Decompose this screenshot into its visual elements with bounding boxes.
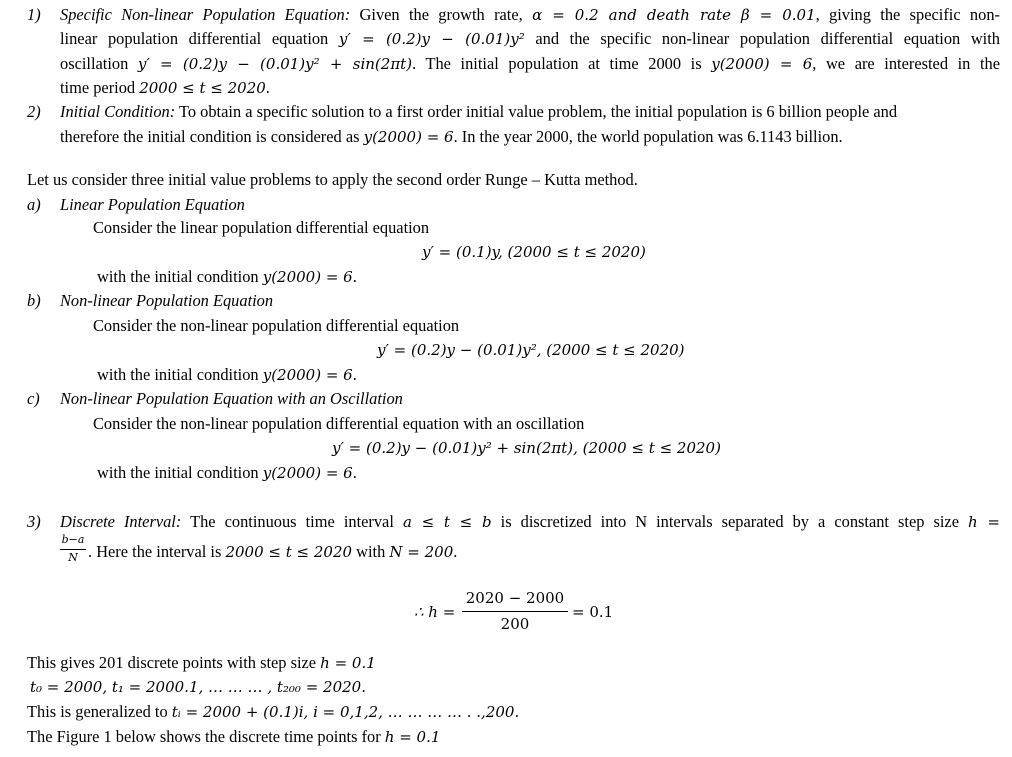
h-equation-fraction-bar <box>462 611 568 612</box>
item-1-text: time period <box>60 78 140 97</box>
item-3-text: The continuous time interval <box>181 512 403 531</box>
closing-text: This is generalized to <box>27 702 172 721</box>
item-2-text: To obtain a specific solution to a first order initial value problem, the initial population is 6 billion people and <box>175 102 898 121</box>
intro-paragraph: Let us consider three initial value problems to apply the second order Runge – Kutta method. <box>27 170 638 189</box>
item-1-text: , we are interested in the <box>812 54 1001 73</box>
h-equation-numerator: 2020 − 2000 <box>465 589 565 607</box>
problem-b-description: Consider the non-linear population differential equation <box>93 316 460 335</box>
step-size-value: h = 0.1 <box>384 728 441 746</box>
problem-c-equation: y′ = (0.2)y − (0.01)y² + sin(2πt), (2000 ≤ t ≤ 2020) <box>332 439 721 457</box>
condition-text: . <box>352 365 357 384</box>
initial-condition: y(2000) = 6 <box>711 55 813 73</box>
condition-math: y(2000) = 6 <box>262 366 353 384</box>
item-1-text: Given the growth rate, <box>350 5 533 24</box>
item-3-text: is discretized into N intervals separated by a constant step size <box>491 512 969 531</box>
condition-math: y(2000) = 6 <box>262 464 353 482</box>
item-1-number: 1) <box>27 5 41 24</box>
problem-b-title: Non-linear Population Equation <box>60 291 274 310</box>
item-1-line-1 <box>60 5 1000 25</box>
closing-line-4 <box>27 727 440 747</box>
initial-condition: y(2000) = 6 <box>363 128 454 146</box>
growth-death-rates: α = 0.2 and death rate β = 0.01 <box>532 6 816 24</box>
nonlinear-equation: y′ = (0.2)y − (0.01)y² <box>338 30 525 48</box>
item-2-title: Initial Condition: <box>60 102 176 121</box>
problem-b-condition <box>97 365 357 385</box>
interval-range: 2000 ≤ t ≤ 2020 <box>225 543 353 561</box>
item-3-title: Discrete Interval: <box>60 512 182 531</box>
condition-text: with the initial condition <box>97 267 263 286</box>
n-value: N = 200 <box>389 543 454 561</box>
problem-a-title: Linear Population Equation <box>60 195 245 214</box>
item-1-text: oscillation <box>60 54 138 73</box>
problem-c-title: Non-linear Population Equation with an Oscillation <box>60 389 403 408</box>
problem-b-equation: y′ = (0.2)y − (0.01)y², (2000 ≤ t ≤ 2020) <box>377 341 685 359</box>
item-1-line-4 <box>60 78 270 98</box>
h-equation-denominator: 200 <box>500 615 530 633</box>
problem-c-letter: c) <box>27 389 40 408</box>
problem-a-letter: a) <box>27 195 41 214</box>
h-equation-rhs: = 0.1 <box>572 603 614 621</box>
item-1-line-3 <box>60 54 1000 74</box>
item-1-text: . The initial population at time 2000 is <box>412 54 712 73</box>
condition-text: . <box>352 463 357 482</box>
item-1-text: . <box>265 78 270 97</box>
item-2-number: 2) <box>27 102 41 121</box>
problem-b-letter: b) <box>27 291 41 310</box>
time-period: 2000 ≤ t ≤ 2020 <box>139 79 266 97</box>
closing-text: This gives 201 discrete points with step size <box>27 653 321 672</box>
problem-a-equation: y′ = (0.1)y, (2000 ≤ t ≤ 2020) <box>422 243 646 261</box>
general-time-formula: tᵢ = 2000 + (0.1)i, i = 0,1,2, … … … … . .,200. <box>171 703 520 721</box>
item-2-text: . In the year 2000, the world population was 6.1143 billion. <box>453 127 843 146</box>
problem-a-description: Consider the linear population differential equation <box>93 218 430 237</box>
condition-text: . <box>352 267 357 286</box>
item-2-text: therefore the initial condition is considered as <box>60 127 364 146</box>
closing-line-1 <box>27 653 376 673</box>
interval-inequality: a ≤ t ≤ b <box>402 513 492 531</box>
item-2-line-2 <box>60 127 843 147</box>
item-3-line-2 <box>88 542 457 562</box>
item-1-text: linear population differential equation <box>60 29 339 48</box>
h-equation-lhs: ∴ h = <box>414 603 456 621</box>
item-3-line-1 <box>60 512 1000 532</box>
item-1-text: , giving the specific non- <box>815 5 1000 24</box>
problem-c-description: Consider the non-linear population differential equation with an oscillation <box>93 414 585 433</box>
step-size-fraction-bar <box>60 549 86 550</box>
item-3-text: . Here the interval is <box>88 542 226 561</box>
item-3-text: with <box>352 542 390 561</box>
step-size-symbol: h = <box>968 513 1001 531</box>
condition-text: with the initial condition <box>97 365 263 384</box>
condition-text: with the initial condition <box>97 463 263 482</box>
closing-line-3 <box>27 702 519 722</box>
item-1-line-2 <box>60 29 1000 49</box>
item-3-text: . <box>453 542 458 561</box>
item-2-line-1 <box>60 102 897 122</box>
step-size-fraction-numerator: b−a <box>61 533 85 546</box>
closing-line-2: t₀ = 2000, t₁ = 2000.1, … … … , t₂₀₀ = 2020. <box>30 678 366 696</box>
problem-a-condition <box>97 267 357 287</box>
closing-text: The Figure 1 below shows the discrete time points for <box>27 727 385 746</box>
item-3-number: 3) <box>27 512 41 531</box>
item-1-title: Specific Non-linear Population Equation: <box>60 5 351 24</box>
problem-c-condition <box>97 463 357 483</box>
condition-math: y(2000) = 6 <box>262 268 353 286</box>
item-1-text: and the specific non-linear population differential equation with <box>524 29 1000 48</box>
oscillation-equation: y′ = (0.2)y − (0.01)y² + sin(2πt) <box>137 55 413 73</box>
step-size-fraction-denominator: N <box>68 551 78 564</box>
step-size-value: h = 0.1 <box>320 654 376 672</box>
